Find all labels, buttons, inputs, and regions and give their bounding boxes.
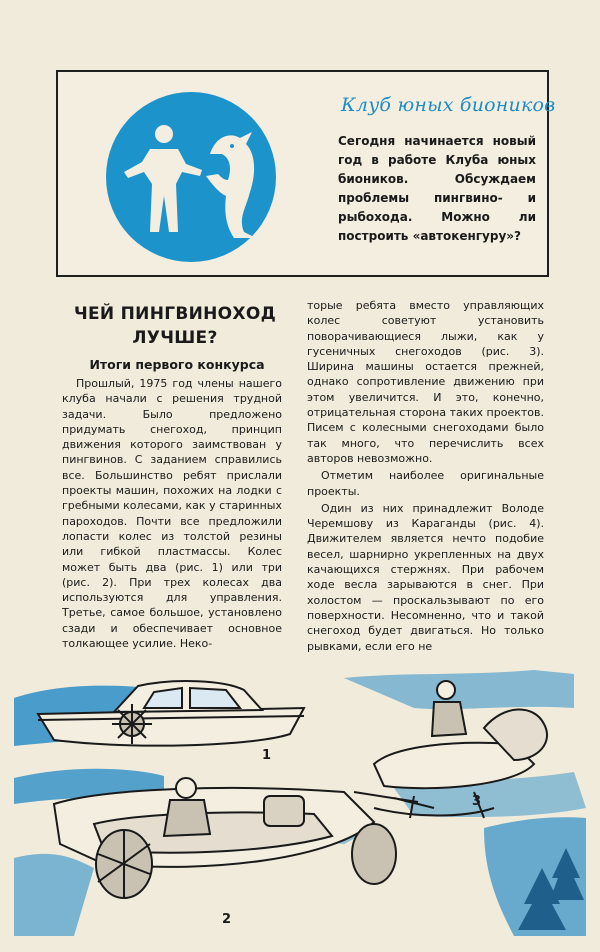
bionics-emblem <box>106 92 276 262</box>
article-column-left <box>62 376 282 651</box>
club-intro-text: Сегодня начинается новый год в работе Клуба юных биоников. Обсуждаем проблемы пингвино- и рыбохода. Можно ли построить «автокенгуру»? <box>338 134 536 243</box>
snowmobile-drawings-image <box>14 668 586 936</box>
paragraph: Один из них принадлежит Володе Черемшову из Караганды (рис. 4). Движителем является нечто подобие весел, шарнирно укрепленных на двух качающихся стержнях. При рабочем ходе весла зарываются в снег. При холостом — проскальзывают по его поверхности. Несомненно, что и такой снегоход будет двигаться. Но только рывками, если его не <box>307 501 544 653</box>
headline-line-1: ЧЕЙ ПИНГВИНОХОД <box>73 304 277 324</box>
snowmobile-illustration <box>14 668 586 936</box>
figure-2-label: 2 <box>222 912 232 927</box>
article-headline <box>70 302 280 350</box>
headline-line-2: ЛУЧШЕ? <box>132 328 218 348</box>
figure-1-label: 1 <box>262 748 272 763</box>
article-subheading: Итоги первого конкурса <box>89 357 265 372</box>
paragraph: Прошлый, 1975 год члены нашего клуба начали с решения трудной задачи. Было предложено придумать снегоход, принцип движения которого заимствован у пингвинов. С заданием справились все. Большинство ребят прислали проекты машин, похожих на лодки с гребными колесами, как у старинных пароходов. Почти все предложили лопасти колес из толстой резины или гибкой пластмассы. Колес может быть два (рис. 1) или три (рис. 2). При трех колесах два используются для управления. Третье, самое большое, установлено сзади и обеспечивает основное толкающее усилие. Неко- <box>62 377 282 651</box>
club-header-box <box>56 70 556 277</box>
figure-3-label: 3 <box>472 794 482 809</box>
human-dolphin-handshake-icon <box>106 92 276 262</box>
figure-2-snowmobile <box>54 778 396 898</box>
article-column-right <box>307 298 544 653</box>
paragraph: торые ребята вместо управляющих колес советуют установить поворачивающиеся лыжи, как у гусеничных снегоходов (рис. 3). Ширина машины остается прежней, однако сопротивление движению при этом увеличится. И это, конечно, отрицательная сторона таких проектов. Писем с колесными снегоходами было так много, что перечислить всех авторов невозможно. <box>307 299 544 465</box>
club-title: Клуб юных биоников <box>341 94 556 116</box>
paragraph: Отметим наиболее оригинальные проекты. <box>307 469 544 498</box>
